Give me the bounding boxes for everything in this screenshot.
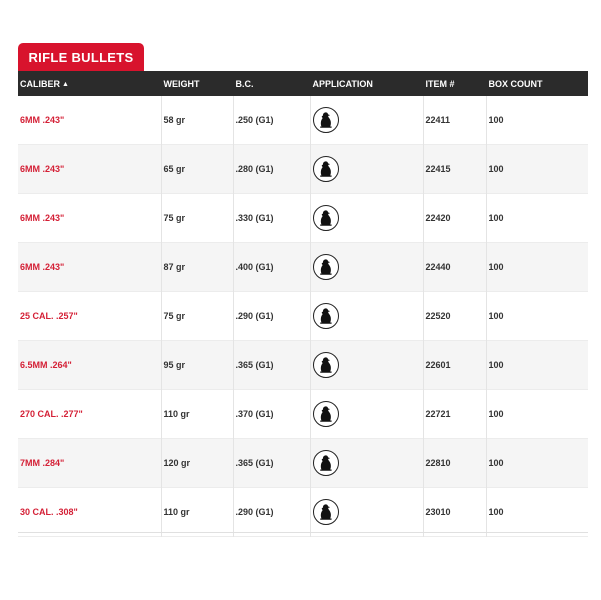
rifle-bullets-table bbox=[18, 71, 588, 537]
application-cell bbox=[310, 96, 423, 145]
caliber-link[interactable]: 6MM .243" bbox=[18, 194, 161, 243]
table-row bbox=[18, 292, 588, 341]
application-cell bbox=[310, 341, 423, 390]
caliber-link[interactable]: 6MM .243" bbox=[18, 96, 161, 145]
box-count-cell: 100 bbox=[486, 292, 588, 341]
item-number-cell: 22601 bbox=[423, 341, 486, 390]
table-row bbox=[18, 488, 588, 537]
column-header-application[interactable]: APPLICATION bbox=[310, 71, 423, 96]
table-row bbox=[18, 145, 588, 194]
prairie-dog-icon bbox=[313, 499, 339, 525]
item-number-cell: 22415 bbox=[423, 145, 486, 194]
bc-cell: .290 (G1) bbox=[233, 292, 310, 341]
caliber-link[interactable]: 6.5MM .264" bbox=[18, 341, 161, 390]
prairie-dog-icon bbox=[313, 205, 339, 231]
application-cell bbox=[310, 439, 423, 488]
weight-cell: 87 gr bbox=[161, 243, 233, 292]
caliber-link[interactable]: 30 CAL. .308" bbox=[18, 488, 161, 537]
caliber-link[interactable]: 6MM .243" bbox=[18, 145, 161, 194]
prairie-dog-icon bbox=[313, 303, 339, 329]
bc-cell: .400 (G1) bbox=[233, 243, 310, 292]
sort-ascending-icon: ▲ bbox=[62, 80, 69, 88]
weight-cell: 58 gr bbox=[161, 96, 233, 145]
box-count-cell: 100 bbox=[486, 390, 588, 439]
prairie-dog-icon bbox=[313, 401, 339, 427]
table-row bbox=[18, 96, 588, 145]
box-count-cell: 100 bbox=[486, 194, 588, 243]
table-row bbox=[18, 390, 588, 439]
box-count-cell: 100 bbox=[486, 96, 588, 145]
table-row bbox=[18, 439, 588, 488]
item-number-cell: 22810 bbox=[423, 439, 486, 488]
item-number-cell: 22440 bbox=[423, 243, 486, 292]
column-header-box-count[interactable]: BOX COUNT bbox=[486, 71, 588, 96]
bc-cell: .290 (G1) bbox=[233, 488, 310, 537]
prairie-dog-icon bbox=[313, 107, 339, 133]
prairie-dog-icon bbox=[313, 254, 339, 280]
caliber-link[interactable]: 6MM .243" bbox=[18, 243, 161, 292]
column-header-weight[interactable]: WEIGHT bbox=[161, 71, 233, 96]
application-cell bbox=[310, 145, 423, 194]
weight-cell: 120 gr bbox=[161, 439, 233, 488]
tab-rifle-bullets[interactable]: RIFLE BULLETS bbox=[18, 43, 144, 71]
bc-cell: .280 (G1) bbox=[233, 145, 310, 194]
weight-cell: 75 gr bbox=[161, 292, 233, 341]
application-cell bbox=[310, 488, 423, 537]
table-bottom-border bbox=[18, 532, 588, 533]
prairie-dog-icon bbox=[313, 156, 339, 182]
table-row bbox=[18, 194, 588, 243]
bc-cell: .250 (G1) bbox=[233, 96, 310, 145]
item-number-cell: 22411 bbox=[423, 96, 486, 145]
table-row bbox=[18, 341, 588, 390]
table-row bbox=[18, 243, 588, 292]
column-header-caliber-label: CALIBER bbox=[20, 78, 60, 89]
column-header-item[interactable]: ITEM # bbox=[423, 71, 486, 96]
item-number-cell: 22420 bbox=[423, 194, 486, 243]
weight-cell: 110 gr bbox=[161, 390, 233, 439]
box-count-cell: 100 bbox=[486, 439, 588, 488]
table-header-row bbox=[18, 71, 588, 96]
box-count-cell: 100 bbox=[486, 341, 588, 390]
box-count-cell: 100 bbox=[486, 243, 588, 292]
application-cell bbox=[310, 194, 423, 243]
item-number-cell: 23010 bbox=[423, 488, 486, 537]
bc-cell: .365 (G1) bbox=[233, 439, 310, 488]
bc-cell: .365 (G1) bbox=[233, 341, 310, 390]
item-number-cell: 22520 bbox=[423, 292, 486, 341]
weight-cell: 75 gr bbox=[161, 194, 233, 243]
item-number-cell: 22721 bbox=[423, 390, 486, 439]
application-cell bbox=[310, 390, 423, 439]
bc-cell: .330 (G1) bbox=[233, 194, 310, 243]
prairie-dog-icon bbox=[313, 352, 339, 378]
prairie-dog-icon bbox=[313, 450, 339, 476]
caliber-link[interactable]: 25 CAL. .257" bbox=[18, 292, 161, 341]
weight-cell: 95 gr bbox=[161, 341, 233, 390]
weight-cell: 110 gr bbox=[161, 488, 233, 537]
application-cell bbox=[310, 292, 423, 341]
weight-cell: 65 gr bbox=[161, 145, 233, 194]
application-cell bbox=[310, 243, 423, 292]
box-count-cell: 100 bbox=[486, 488, 588, 537]
bc-cell: .370 (G1) bbox=[233, 390, 310, 439]
caliber-link[interactable]: 270 CAL. .277" bbox=[18, 390, 161, 439]
caliber-link[interactable]: 7MM .284" bbox=[18, 439, 161, 488]
column-header-caliber[interactable] bbox=[18, 71, 161, 96]
column-header-bc[interactable]: B.C. bbox=[233, 71, 310, 96]
box-count-cell: 100 bbox=[486, 145, 588, 194]
